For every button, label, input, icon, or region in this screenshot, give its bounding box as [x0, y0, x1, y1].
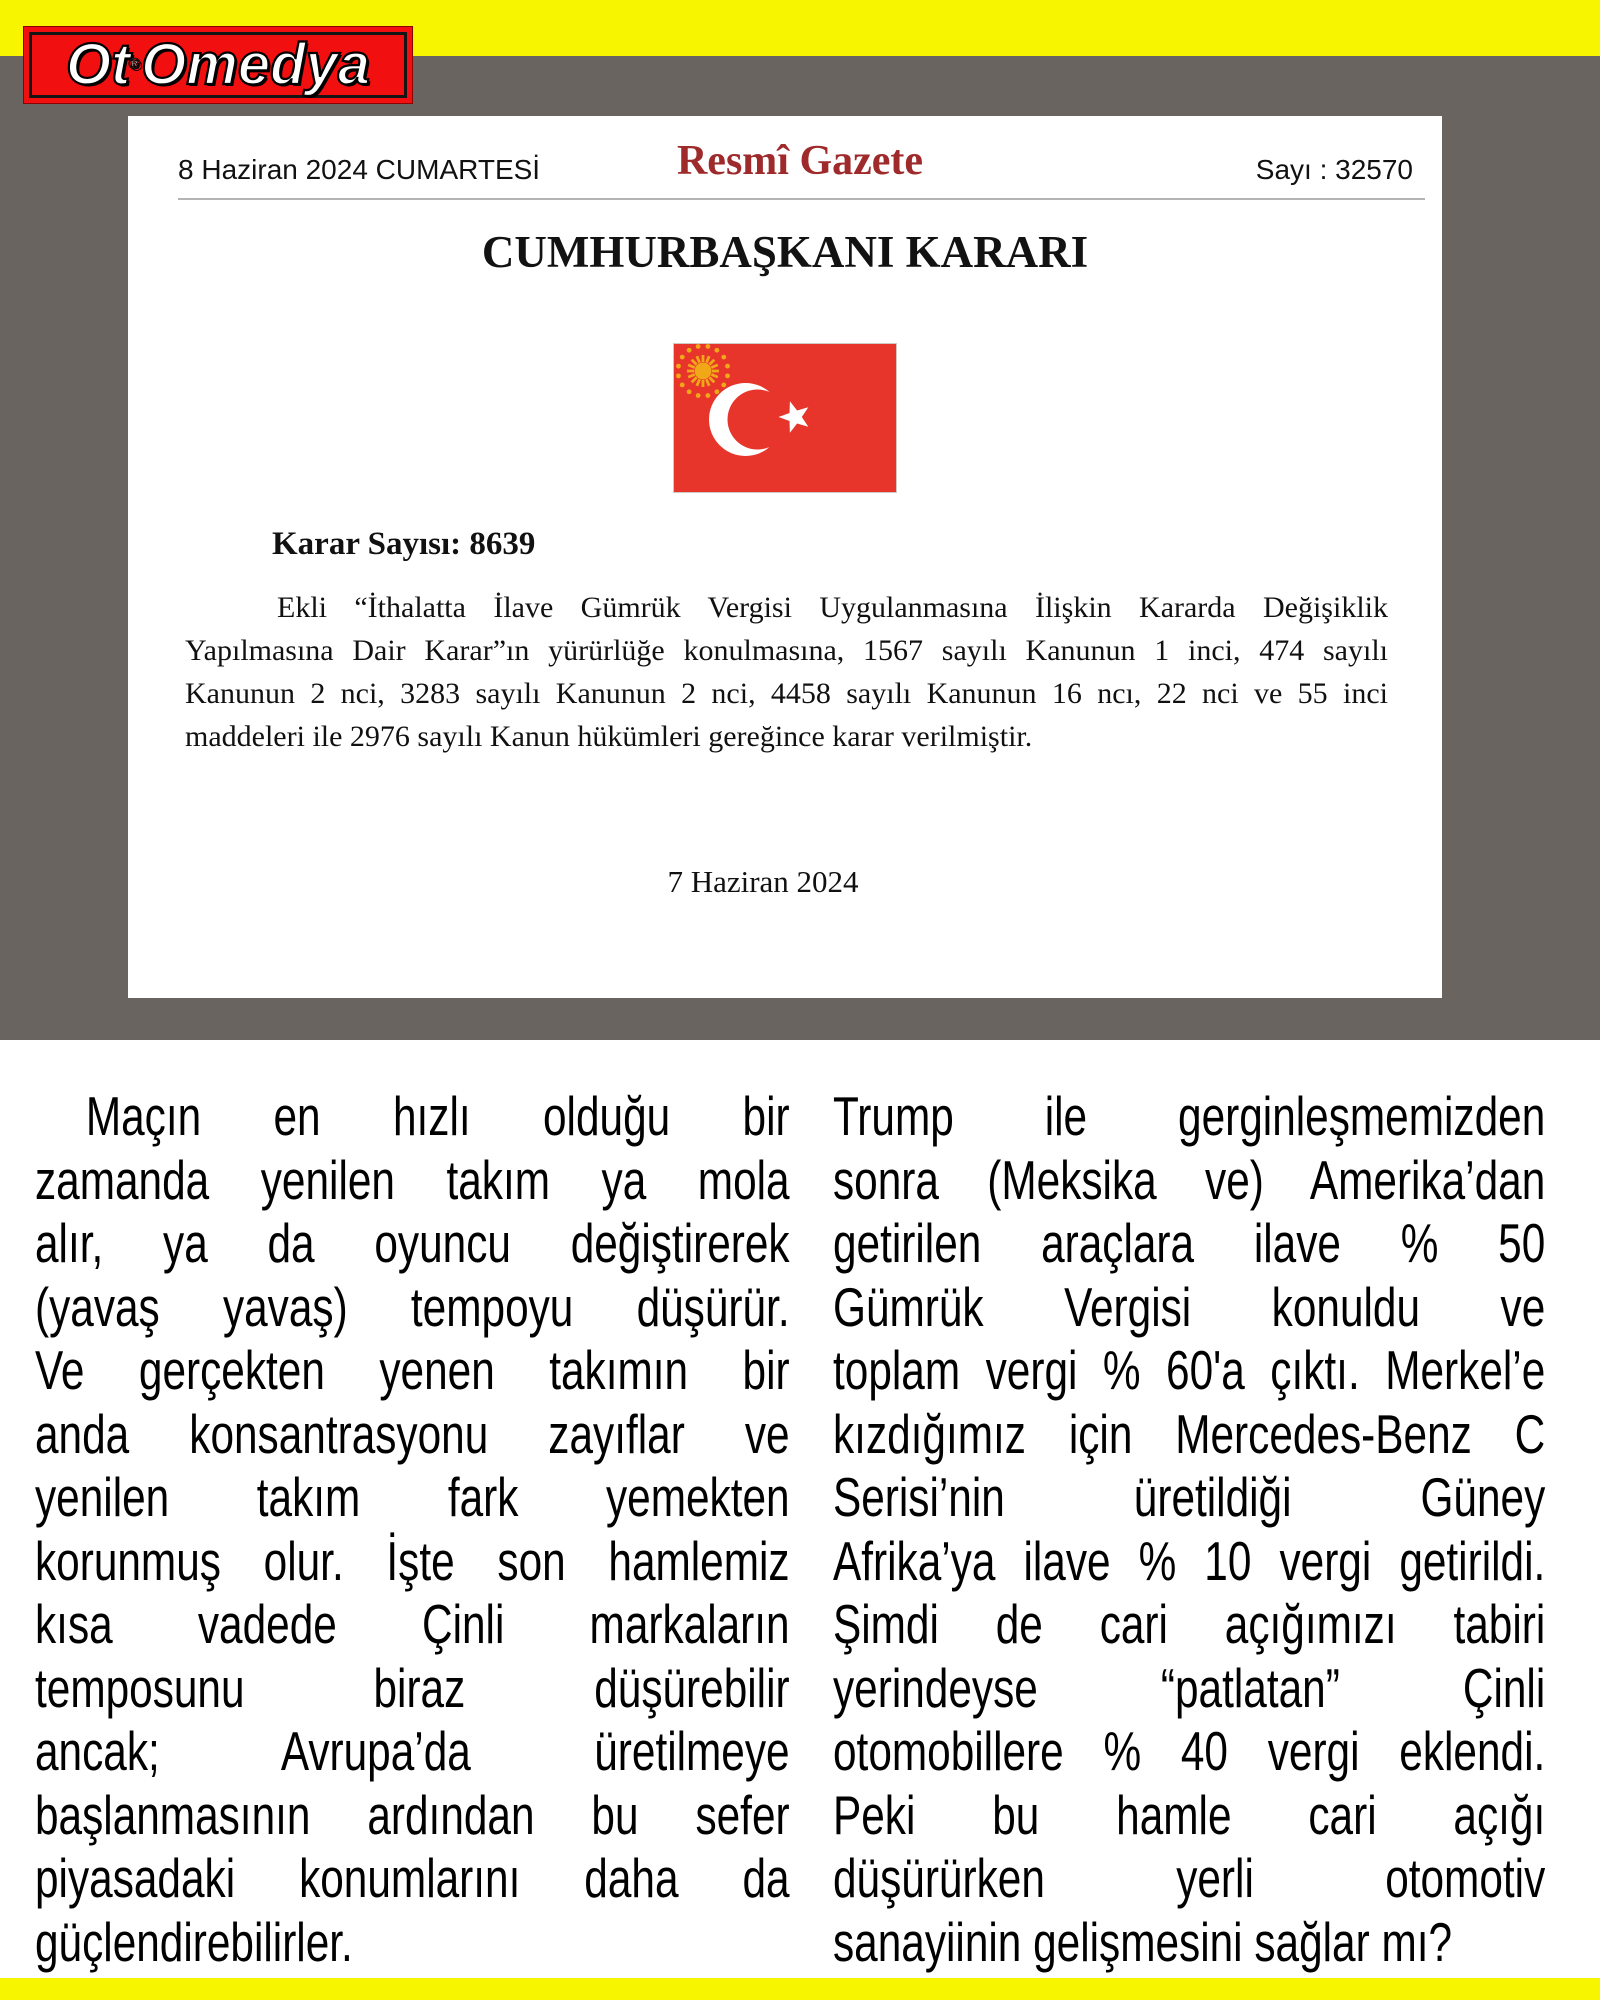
header-divider	[178, 198, 1425, 200]
article-text-line: zamanda yenilen takım ya mola	[35, 1148, 790, 1211]
registered-mark-icon: ®	[128, 56, 141, 73]
article-text-line: Trump ile gerginleşmemizden	[833, 1085, 1546, 1147]
article-text-line: düşürürken yerli otomotiv	[833, 1847, 1546, 1909]
otomedya-logo	[23, 26, 413, 104]
article-text-line: Şimdi de cari açığımızı tabiri	[833, 1593, 1546, 1655]
article-text-line: otomobillere % 40 vergi eklendi.	[833, 1720, 1546, 1782]
article-text-line: kızdığımız için Mercedes-Benz C	[833, 1402, 1546, 1465]
article-text-line: sonra (Meksika ve) Amerika’dan	[833, 1148, 1546, 1211]
article-text-line: temposunu biraz düşürebilir	[35, 1656, 790, 1719]
article-text-line: başlanmasının ardından bu sefer	[35, 1783, 790, 1846]
article-text-line: getirilen araçlara ilave % 50	[833, 1212, 1546, 1274]
article-text-line: anda konsantrasyonu zayıflar ve	[35, 1402, 790, 1465]
decree-text-line: Yapılmasına Dair Karar”ın yürürlüğe konulmasına, 1567 sayılı Kanunun 1 inci, 474 sayılı	[185, 634, 1388, 667]
article-right-column	[833, 1085, 1545, 1974]
signature-date: 7 Haziran 2024	[667, 864, 859, 899]
gazette-issue-number: Sayı : 32570	[1255, 154, 1413, 185]
turkish-presidential-flag-icon	[673, 343, 897, 493]
article-text-line: Maçın en hızlı olduğu bir	[85, 1085, 790, 1147]
article-text-line: (yavaş yavaş) tempoyu düşürür.	[35, 1275, 790, 1338]
decree-text-line: Kanunun 2 nci, 3283 sayılı Kanunun 2 nci, 4458 sayılı Kanunun 16 ncı, 22 nci ve 55 inci	[185, 677, 1388, 710]
decree-paragraph	[185, 586, 1388, 758]
article-text-line: Gümrük Vergisi konuldu ve	[833, 1275, 1546, 1338]
article-text-line: ancak; Avrupa’da üretilmeye	[35, 1720, 790, 1782]
article-text-line: korunmuş olur. İşte son hamlemiz	[35, 1529, 790, 1592]
gazette-date: 8 Haziran 2024 CUMARTESİ	[178, 154, 541, 185]
article-text-line: alır, ya da oyuncu değiştirerek	[35, 1212, 790, 1274]
article-text-line: güçlendirebilirler.	[35, 1910, 353, 1973]
decree-text-line: maddeleri ile 2976 sayılı Kanun hükümleri gereğince karar verilmiştir.	[185, 720, 1033, 753]
article-text-line: Peki bu hamle cari açığı	[833, 1783, 1546, 1846]
article-left-column	[35, 1085, 790, 1974]
article-text-line: sanayiinin gelişmesini sağlar mı?	[833, 1910, 1453, 1973]
article-text-line: piyasadaki konumlarını daha da	[35, 1847, 790, 1909]
flag-crescent-cutout	[728, 390, 788, 450]
article-text-line: Afrika’ya ilave % 10 vergi getirildi.	[833, 1529, 1546, 1592]
article-text-line: Ve gerçekten yenen takımın bir	[35, 1339, 790, 1401]
article-text-line: toplam vergi % 60'a çıktı. Merkel’e	[833, 1339, 1546, 1401]
logo-text: Ot ® Omedya	[24, 27, 412, 103]
bottom-yellow-bar	[0, 1978, 1600, 2000]
decision-number: Karar Sayısı: 8639	[272, 526, 536, 562]
decree-title: CUMHURBAŞKANI KARARI	[481, 227, 1089, 277]
decree-text-line: Ekli “İthalatta İlave Gümrük Vergisi Uygulanmasına İlişkin Kararda Değişiklik	[277, 591, 1388, 624]
article-text-line: Serisi’nin üretildiği Güney	[833, 1466, 1546, 1528]
article-text-line: yenilen takım fark yemekten	[35, 1466, 790, 1528]
gazette-document	[128, 116, 1442, 998]
gazette-masthead: Resmî Gazete	[676, 138, 924, 184]
article-text-line: kısa vadede Çinli markaların	[35, 1593, 790, 1655]
article-text-line: yerindeyse “patlatan” Çinli	[833, 1656, 1546, 1719]
